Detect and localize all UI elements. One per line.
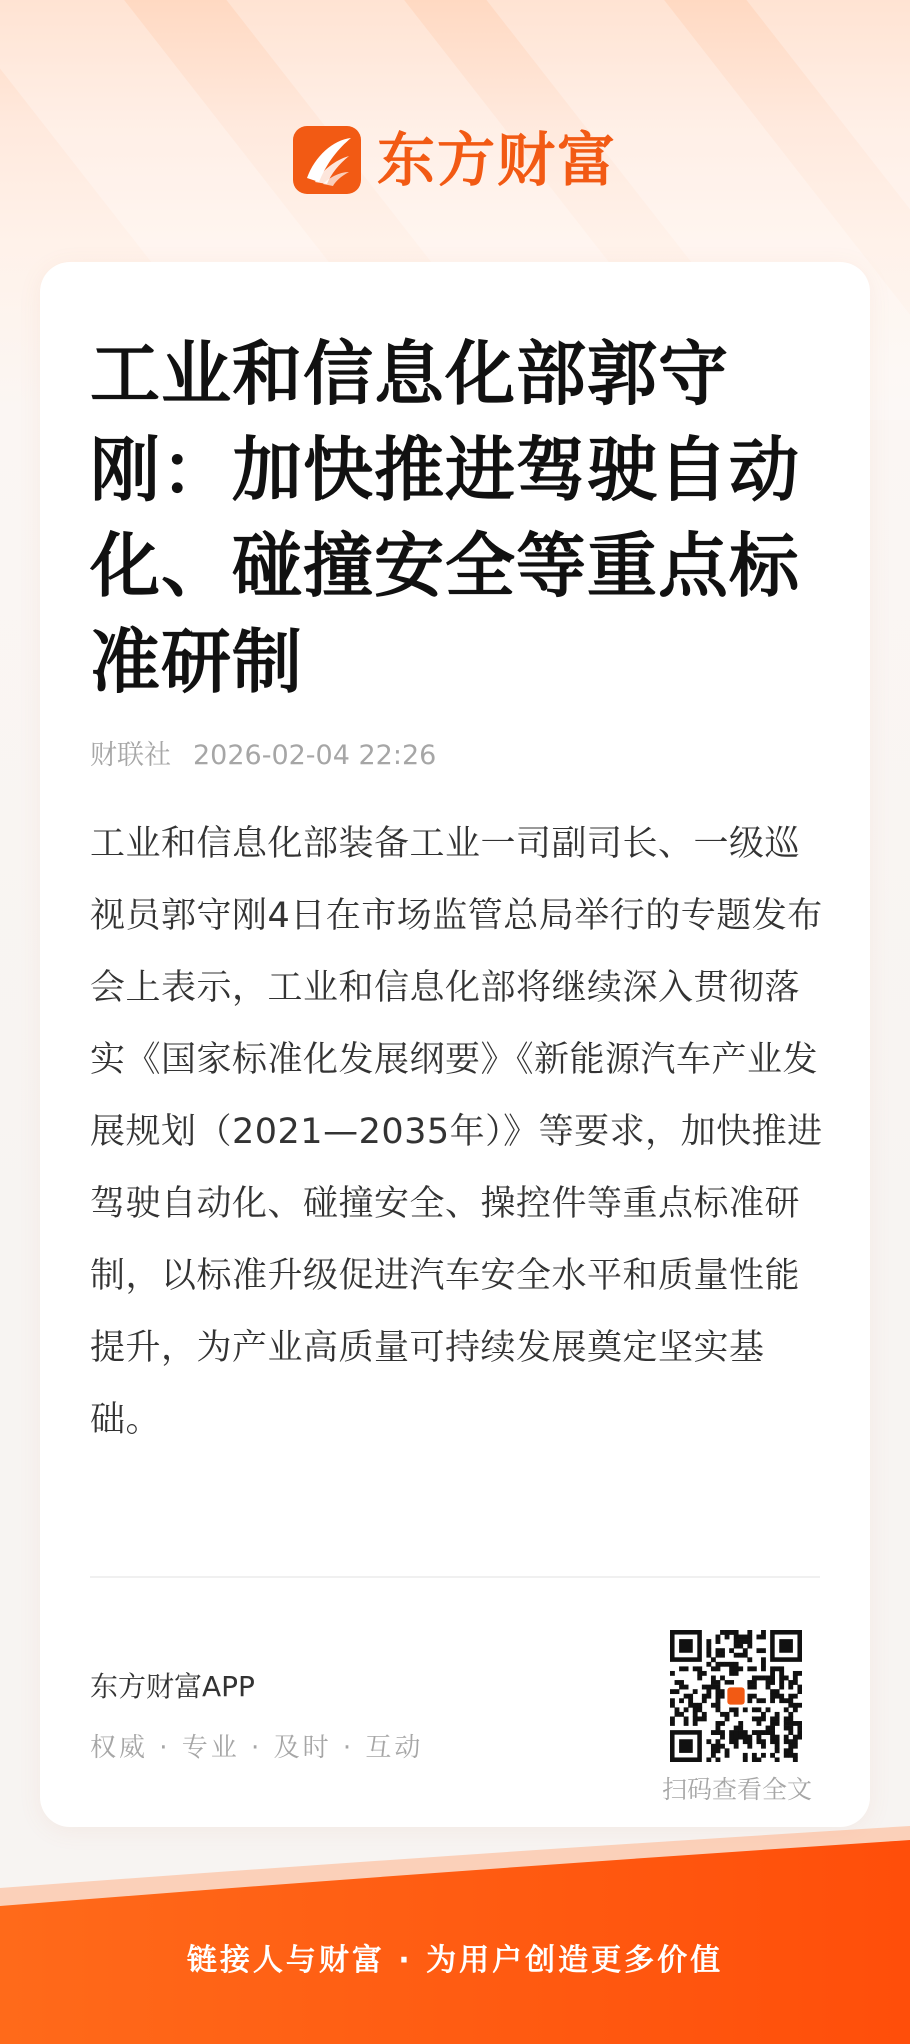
article-card [40,262,870,1827]
article-body: 工业和信息化部装备工业一司副司长、一级巡视员郭守刚4日在市场监管总局举行的专题发布会上表示，工业和信息化部将继续深入贯彻落实《国家标准化发展纲要》《新能源汽车产业发展规划（2021—2035年）》等要求，加快推进驾驶自动化、碰撞安全、操控件等重点标准研制，以标准升级促进汽车安全水平和质量性能提升，为产业高质量可持续发展奠定坚实基础。 [90,824,823,1440]
dongfang-caifu-logo-icon [293,126,361,194]
qr-code[interactable] [670,1630,802,1762]
footer-tagline: 链接人与财富 · 为用户创造更多价值 [186,1943,724,1978]
app-name: 东方财富APP [90,1670,255,1703]
article-datetime: 2026-02-04 22:26 [193,740,437,771]
article-source: 财联社 [90,740,171,771]
qr-caption: 扫码查看全文 [661,1775,812,1804]
footer-banner [0,1826,910,2044]
divider [90,1576,820,1578]
brand-name: 东方财富 [376,126,617,194]
article-meta [90,736,436,776]
app-slogan: 权威 · 专业 · 及时 · 互动 [90,1733,424,1763]
article-title: 工业和信息化部郭守刚：加快推进驾驶自动化、碰撞安全等重点标准研制 [90,332,800,703]
brand-header [0,118,910,202]
